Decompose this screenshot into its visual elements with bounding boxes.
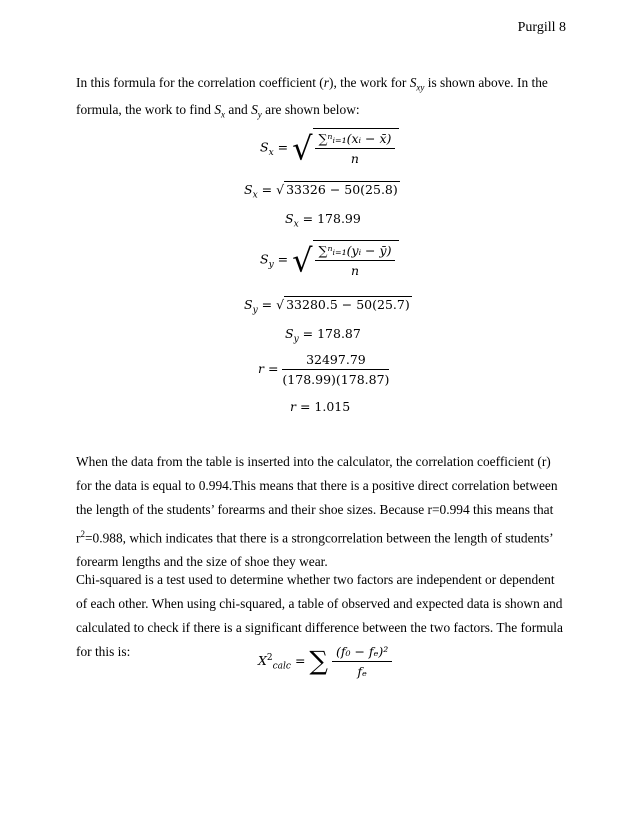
sx-symbol: S [214, 101, 222, 117]
intro-text-c: is shown above. In the formula, the work to find [76, 75, 548, 117]
r-symbol: r [323, 75, 329, 90]
sxy-subscript: xy [416, 82, 425, 93]
sx-sub-lhs: S [244, 182, 253, 197]
sy-val-lhs-sub: y [293, 334, 299, 345]
chi-lhs-sup: 2 [266, 652, 273, 663]
sx-def-radical: √ $\frac{\text{∑ⁿᵢ₌₁(xᵢ − x̄)}}{n}$ [292, 128, 399, 168]
sy-val-lhs: S [285, 326, 294, 341]
chi-numerator: (f₀ − fₑ)² [332, 644, 392, 662]
sy-def-lhs: S [260, 251, 269, 267]
sx-definition [260, 128, 399, 168]
correlation-text-a: When the data from the table is inserted into the calculator, the correlation coefficient (r) for the data is equal to 0.994.This means that there is a positive direct correlation between the length of the students’ forearms and their shoe sizes. Because r=0.994 this means that r [76, 454, 558, 546]
sy-sub-equals: = [261, 297, 273, 312]
sx-subscript: x [221, 109, 226, 120]
chi-sum-symbol: ∑ [309, 646, 328, 677]
sy-def-radical: √ $\frac{\text{∑ⁿᵢ₌₁(yᵢ − ȳ)}}{n}$ [292, 240, 399, 280]
sy-def-numerator: ∑ⁿᵢ₌₁(yᵢ − ȳ) [315, 243, 396, 261]
chi-squared-formula [258, 644, 392, 679]
intro-text-b: ), the work for [328, 75, 410, 90]
r-squared-superscript: 2 [80, 529, 85, 539]
sy-def-denominator: n [350, 263, 360, 278]
r-formula [258, 352, 389, 387]
intro-text-a: In this formula for the correlation coefficient ( [76, 75, 324, 90]
sx-val-lhs: S [285, 211, 294, 226]
r-val-lhs: r [290, 399, 296, 414]
sx-def-denominator: n [350, 151, 359, 166]
sy-substitution: $S_y$ = √ 33280.5 − 50(25.7) [244, 297, 410, 316]
r-value [290, 399, 350, 414]
chi-lhs-sub: calc [272, 661, 291, 672]
sx-def-lhs-sub: x [268, 147, 274, 158]
sxy-symbol: S [409, 75, 417, 90]
sy-val-rhs: = 178.87 [302, 326, 361, 341]
sy-value [285, 326, 361, 345]
sy-def-equals: = [277, 251, 289, 267]
sx-value [285, 211, 361, 230]
sy-sub-lhs: S [244, 297, 253, 312]
sx-def-numerator: ∑ⁿᵢ₌₁(xᵢ − x̄) [315, 131, 396, 149]
intro-text-e: are shown below: [261, 101, 360, 117]
chi-squared-paragraph: Chi-squared is a test used to determine whether two factors are independent or dependent of each other. When using chi-squared, a table of observed and expected data is shown and calculated to check if there is a significant difference between the two factors. The formula for this is: [76, 572, 563, 659]
sy-sub-radicand: 33280.5 − 50(25.7) [286, 297, 410, 312]
correlation-paragraph [76, 450, 564, 574]
sx-sub-lhs-sub: x [252, 190, 258, 201]
sy-def-lhs-sub: y [268, 259, 274, 270]
r-val-rhs: = 1.015 [299, 399, 351, 414]
sx-sub-radicand: 33326 − 50(25.8) [286, 182, 398, 197]
sx-val-rhs: = 178.99 [302, 211, 361, 226]
sx-sub-equals: = [261, 182, 273, 197]
r-def-numerator: 32497.79 [282, 352, 389, 370]
r-def-lhs: r = [258, 361, 279, 376]
sy-subscript: y [257, 109, 262, 120]
sy-definition [260, 240, 399, 280]
sx-substitution: $S_x$ = √ 33326 − 50(25.8) [244, 182, 398, 201]
sy-symbol: S [251, 101, 258, 117]
intro-paragraph [76, 72, 564, 125]
sx-def-lhs: S [260, 139, 269, 155]
r-def-denominator: (178.99)(178.87) [282, 372, 390, 387]
sx-val-lhs-sub: x [293, 219, 299, 230]
sx-def-equals: = [277, 139, 289, 155]
correlation-text-b: =0.988, which indicates that there is a strongcorrelation between the length of students’ forearm lengths and the size of shoe they wear. [76, 530, 553, 570]
page-header: Purgill 8 [517, 20, 566, 35]
chi-denominator: fₑ [357, 664, 367, 679]
sy-sub-lhs-sub: y [252, 305, 258, 316]
chi-lhs: X [258, 653, 267, 668]
intro-text-d: and [225, 101, 252, 117]
chi-equals: = [294, 653, 306, 668]
